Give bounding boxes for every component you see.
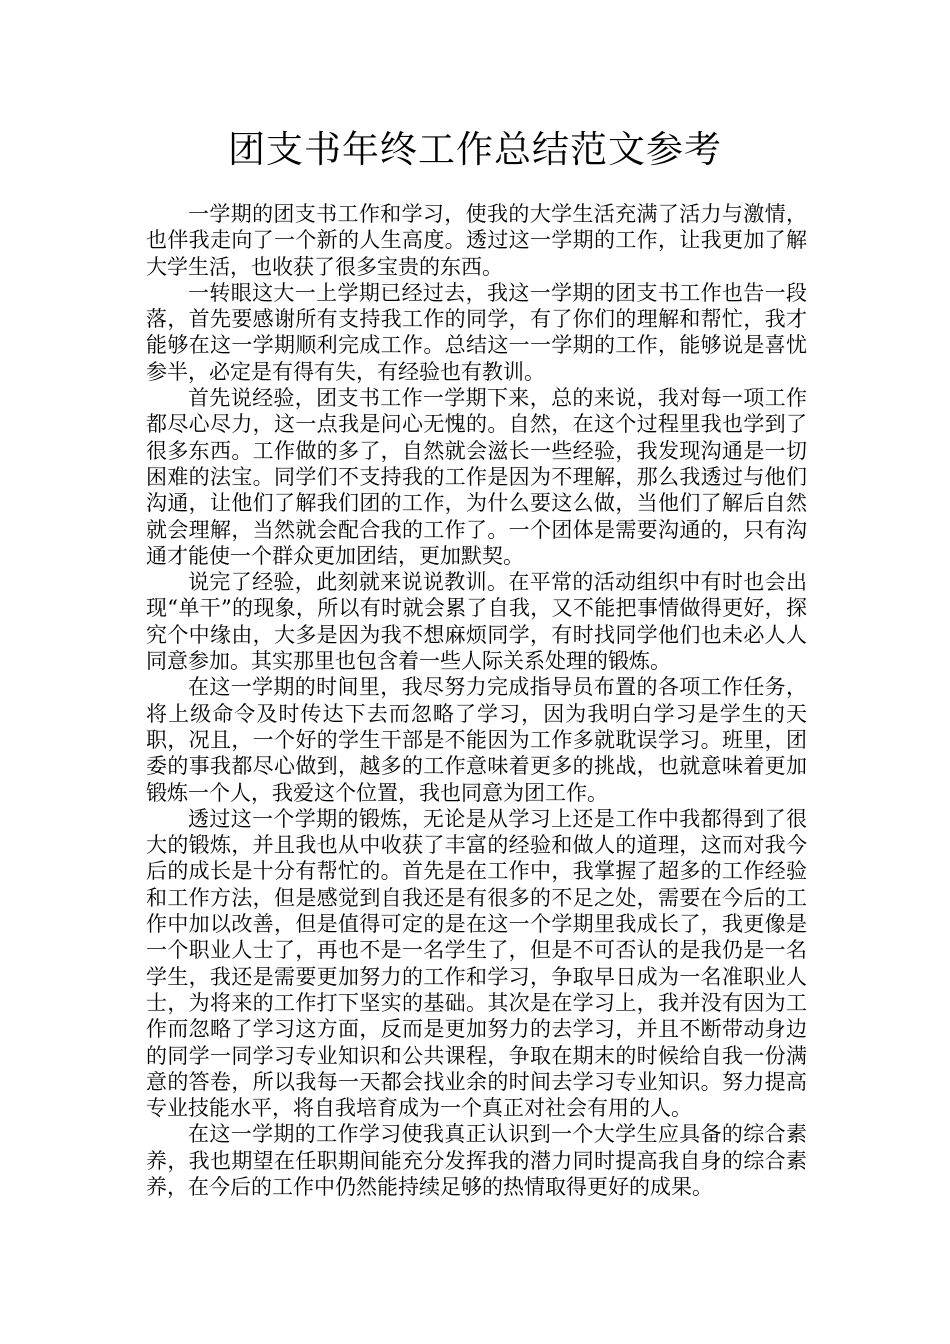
paragraph: 首先说经验，团支书工作一学期下来，总的来说，我对每一项工作都尽心尽力，这一点我是问心无愧的。自然，在这个过程里我也学到了很多东西。工作做的多了，自然就会滋长一些经验，我发现沟通是一切困难的法宝。同学们不支持我的工作是因为不理解，那么我透过与他们沟通，让他们了解我们团的工作，为什么要这么做，当他们了解后自然就会理解，当然就会配合我的工作了。一个团体是需要沟通的，只有沟通才能使一个群众更加团结，更加默契。: [146, 386, 807, 568]
paragraph: 说完了经验，此刻就来说说教训。在平常的活动组织中有时也会出现“单干”的现象，所以有时就会累了自我，又不能把事情做得更好，探究个中缘由，大多是因为我不想麻烦同学，有时找同学他们也未必人人同意参加。其实那里也包含着一些人际关系处理的锻炼。: [146, 570, 807, 674]
paragraph: 一转眼这大一上学期已经过去，我这一学期的团支书工作也告一段落，首先要感谢所有支持我工作的同学，有了你们的理解和帮忙，我才能够在这一学期顺利完成工作。总结这一一学期的工作，能够说是喜忧参半，必定是有得有失，有经验也有教训。: [146, 280, 807, 384]
paragraph: 一学期的团支书工作和学习，使我的大学生活充满了活力与激情，也伴我走向了一个新的人生高度。透过这一学期的工作，让我更加了解大学生活，也收获了很多宝贵的东西。: [146, 202, 807, 279]
document-title: 团支书年终工作总结范文参考: [228, 128, 722, 171]
paragraph: 在这一学期的时间里，我尽努力完成指导员布置的各项工作任务，将上级命令及时传达下去而忽略了学习，因为我明白学习是学生的天职，况且，一个好的学生干部是不能因为工作多就耽误学习。班里，团委的事我都尽心做到，越多的工作意味着更多的挑战，也就意味着更加锻炼一个人，我爱这个位置，我也同意为团工作。: [146, 675, 807, 805]
paragraph: 透过这一个学期的锻炼，无论是从学习上还是工作中我都得到了很大的锻炼，并且我也从中收获了丰富的经验和做人的道理，这而对我今后的成长是十分有帮忙的。首先是在工作中，我掌握了超多的工作经验和工作方法，但是感觉到自我还是有很多的不足之处，需要在今后的工作中加以改善，但是值得可定的是在这一个学期里我成长了，我更像是一个职业人士了，再也不是一名学生了，但是不可否认的是我仍是一名学生，我还是需要更加努力的工作和学习，争取早日成为一名准职业人士，为将来的工作打下坚实的基础。其次是在学习上，我并没有因为工作而忽略了学习这方面，反而是更加努力的去学习，并且不断带动身边的同学一同学习专业知识和公共课程，争取在期末的时候给自我一份满意的答卷，所以我每一天都会找业余的时间去学习专业知识。努力提高专业技能水平，将自我培育成为一个真正对社会有用的人。: [146, 806, 807, 1121]
document-body: [146, 201, 807, 1200]
paragraph: 在这一学期的工作学习使我真正认识到一个大学生应具备的综合素养，我也期望在任职期间能充分发挥我的潜力同时提高我自身的综合素养，在今后的工作中仍然能持续足够的热情取得更好的成果。: [146, 1122, 807, 1199]
